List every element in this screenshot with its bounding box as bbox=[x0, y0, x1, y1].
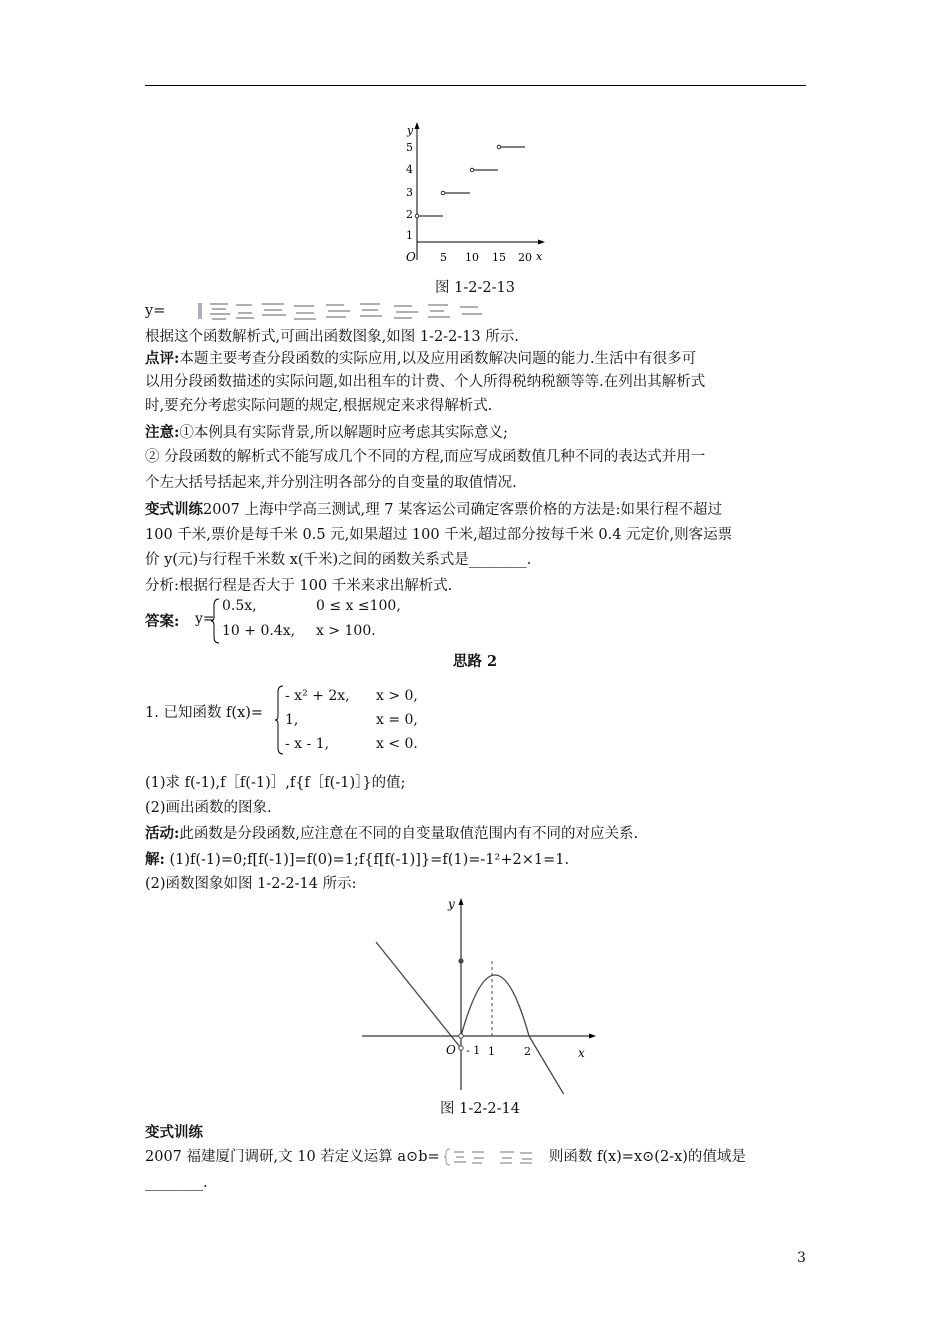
page-number: 3 bbox=[797, 1250, 806, 1266]
fig13-ytick-5: 5 bbox=[406, 141, 413, 154]
blurred-formula bbox=[170, 300, 500, 322]
bianshi-line-1 bbox=[145, 499, 722, 521]
header-rule bbox=[145, 85, 806, 86]
fig14-x-label: x bbox=[578, 1046, 585, 1060]
fig13-y-label: y bbox=[407, 124, 414, 137]
last-line-1 bbox=[145, 1146, 746, 1168]
bianshi-line-2: 100 千米,票价是每千米 0.5 元,如果超过 100 千米,超过部分按每千米 0.4 元定价,则客运票 bbox=[145, 527, 733, 543]
fig13-xtick-5: 5 bbox=[440, 251, 447, 264]
fig13-caption: 图 1-2-2-13 bbox=[435, 280, 515, 296]
fig14-label-m1: - 1 bbox=[466, 1044, 481, 1057]
fig13-x-label: x bbox=[536, 250, 543, 263]
huodong-text: 此函数是分段函数,应注意在不同的自变量取值范围内有不同的对应关系. bbox=[179, 826, 639, 842]
bianshi-text-1: 2007 上海中学高三测试,理 7 某客运公司确定客票价格的方法是:如果行程不超过 bbox=[203, 502, 722, 518]
y-eq-label: y= bbox=[145, 303, 166, 319]
zhuyi-text-1: ①本例具有实际背景,所以解题时应考虑其实际意义; bbox=[179, 425, 508, 441]
fig14-y-label: y bbox=[448, 897, 455, 911]
zhuyi-line-2: ② 分段函数的解析式不能写成几个不同的方程,而应写成函数值几种不同的表达式并用一 bbox=[145, 449, 706, 465]
q1-part1: (1)求 f(-1),f［f(-1)］,f{f［f(-1)］}的值; bbox=[145, 775, 406, 791]
fig14-caption: 图 1-2-2-14 bbox=[440, 1101, 520, 1117]
dianping-line-2: 以用分段函数描述的实际问题,如出租车的计费、个人所得税纳税额等等.在列出其解析式 bbox=[145, 374, 706, 390]
q1-brace bbox=[275, 684, 285, 756]
q1-row2-cond: x = 0, bbox=[376, 712, 418, 728]
ans-row2-cond: x > 100. bbox=[316, 623, 376, 639]
q1-row1-expr: - x² + 2x, bbox=[285, 688, 350, 704]
ans-row1-expr: 0.5x, bbox=[222, 598, 257, 614]
zhuyi-line-3: 个左大括号括起来,并分别注明各部分的自变量的取值情况. bbox=[145, 475, 517, 491]
jie-label: 解: bbox=[145, 851, 165, 868]
jie-text-1: (1)f(-1)=0;f[f(-1)]=f(0)=1;f{f[f(-1)]}=f(1)=-1²+2×1=1. bbox=[169, 852, 570, 868]
last-text-1b: 则函数 f(x)=x⊙(2-x)的值域是 bbox=[548, 1149, 746, 1165]
fig13-ytick-2: 2 bbox=[406, 208, 413, 221]
jie-line-2: (2)函数图象如图 1-2-2-14 所示: bbox=[145, 876, 357, 892]
answer-y: y= bbox=[195, 611, 215, 627]
dianping-line-1 bbox=[145, 348, 696, 370]
q1-head: 1. 已知函数 f(x)= bbox=[145, 705, 264, 721]
fig14-label-1: 1 bbox=[488, 1045, 495, 1058]
y-eq-line bbox=[145, 300, 500, 322]
line-l1: 根据这个函数解析式,可画出函数图象,如图 1-2-2-13 所示. bbox=[145, 329, 519, 345]
answer-brace bbox=[211, 597, 221, 645]
figure-1-2-2-13 bbox=[395, 118, 555, 270]
huodong-label: 活动: bbox=[145, 825, 180, 842]
fig13-xtick-15: 15 bbox=[492, 251, 506, 264]
ans-row2-expr: 10 + 0.4x, bbox=[222, 623, 296, 639]
blurred-operation-definition bbox=[444, 1147, 544, 1167]
dianping-text-1: 本题主要考查分段函数的实际应用,以及应用函数解决问题的能力.生活中有很多可 bbox=[179, 351, 697, 367]
dianping-label: 点评: bbox=[145, 350, 180, 367]
q1-row1-cond: x > 0, bbox=[376, 688, 418, 704]
silu-heading: 思路 2 bbox=[452, 653, 498, 670]
huodong-line bbox=[145, 823, 638, 845]
fig14-origin: O bbox=[446, 1043, 456, 1057]
fig13-xtick-20: 20 bbox=[518, 251, 532, 264]
fig14-label-2: 2 bbox=[524, 1045, 531, 1058]
jie-line-1 bbox=[145, 849, 569, 871]
q1-row3-cond: x < 0. bbox=[376, 736, 418, 752]
bianshi-line-3: 价 y(元)与行程千米数 x(千米)之间的函数关系式是________. bbox=[145, 552, 532, 568]
dianping-line-3: 时,要充分考虑实际问题的规定,根据规定来求得解析式. bbox=[145, 398, 493, 414]
fig13-xtick-10: 10 bbox=[465, 251, 479, 264]
q1-row3-expr: - x - 1, bbox=[285, 736, 330, 752]
figure-1-2-2-14 bbox=[360, 894, 600, 1094]
ans-row1-cond: 0 ≤ x ≤100, bbox=[316, 598, 401, 614]
answer-label: 答案: bbox=[145, 613, 180, 630]
q1-part2: (2)画出函数的图象. bbox=[145, 800, 272, 816]
fenxi-line: 分析:根据行程是否大于 100 千米来求出解析式. bbox=[145, 578, 453, 594]
zhuyi-label: 注意: bbox=[145, 424, 180, 441]
fig13-ytick-1: 1 bbox=[406, 229, 413, 242]
last-line-2: ________. bbox=[145, 1175, 208, 1191]
bianshi2-label: 变式训练 bbox=[145, 1124, 203, 1141]
fig13-ytick-4: 4 bbox=[406, 163, 413, 176]
zhuyi-line-1 bbox=[145, 422, 508, 444]
fig13-origin: O bbox=[406, 250, 416, 264]
last-text-1a: 2007 福建厦门调研,文 10 若定义运算 a⊙b= bbox=[145, 1149, 440, 1165]
q1-row2-expr: 1, bbox=[285, 712, 299, 728]
bianshi-label: 变式训练 bbox=[145, 501, 203, 518]
fig13-ytick-3: 3 bbox=[406, 186, 413, 199]
